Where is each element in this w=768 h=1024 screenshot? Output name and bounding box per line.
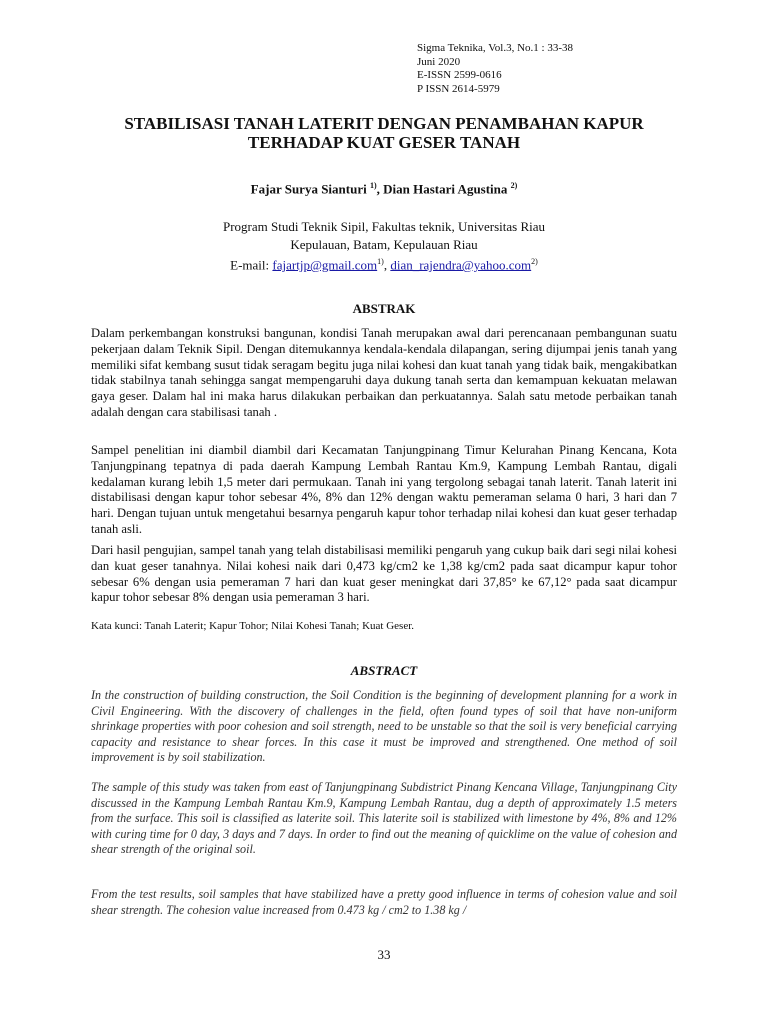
email-2-mark: 2) (531, 257, 538, 266)
journal-date: Juni 2020 (417, 55, 461, 68)
author-2-affil-mark: 2) (510, 181, 518, 190)
journal-volume: Sigma Teknika, Vol.3, No.1 : 33-38 (417, 42, 573, 54)
email-1-mark: 1) (377, 257, 384, 266)
abstract-paragraph-3: From the test results, soil samples that have stabilized have a pretty good influence in terms of cohesion value and soil shear strength. The cohesion value increased from 0.473 kg / cm2 to 1.38 kg / (91, 887, 677, 917)
page-number: 33 (377, 947, 391, 962)
abstrak-heading: ABSTRAK (352, 301, 416, 316)
email-link-1[interactable]: fajartjp@gmail.com (272, 257, 378, 273)
author-list (60, 181, 708, 197)
author-separator: , (376, 181, 384, 197)
journal-pissn: P ISSN 2614-5979 (417, 82, 500, 95)
abstract-paragraph-2: The sample of this study was taken from east of Tanjungpinang Subdistrict Pinang Kencana Village, Tanjungpinang City discussed in the Kampung Lembah Rantau Km.9, Kampung Lembah Rantau, dug a depth of approximately 1.5 meters from the surface. This soil is classified as laterite soil. This laterite soil is stabilized with limestone by 4%, 8% and 12% with curing time for 0 day, 3 days and 7 days. In order to find out the meaning of quicklime on the value of cohesion and shear strength of the original soil. (91, 780, 677, 857)
title-line-1: STABILISASI TANAH LATERIT DENGAN PENAMBAHAN KAPUR (124, 114, 644, 133)
email-separator: , (383, 257, 391, 273)
abstrak-paragraph-2: Sampel penelitian ini diambil diambil dari Kecamatan Tanjungpinang Timur Kelurahan Pinang Kencana, Kota Tanjungpinang tepatnya di pada daerah Kampung Lembah Rantau Km.9, Kampung Lembah Rantau, digali kedalaman kurang lebih 1,5 meter dari permukaan. Tanah ini yang tergolong sebagai tanah laterit. Tanah laterit ini distabilisasi dengan kapur tohor sebesar 4%, 8% dan 12% dengan waktu pemeraman selama 0 hari, 3 hari dan 7 hari. Dengan tujuan untuk mengetahui besarnya pengaruh kapur tohor terhadap nilai kohesi dan kuat geser terhadap tanah asli. (91, 443, 677, 536)
journal-eissn: E-ISSN 2599-0616 (417, 69, 502, 81)
affiliation (60, 218, 708, 274)
author-1-affil-mark: 1) (369, 181, 377, 190)
author-2-name: Dian Hastari Agustina (383, 181, 508, 197)
paper-title (60, 114, 708, 152)
author-1-name: Fajar Surya Sianturi (250, 181, 367, 197)
title-line-2: TERHADAP KUAT GESER TANAH (247, 133, 521, 152)
email-label: E-mail: (230, 257, 273, 273)
email-line (60, 253, 708, 274)
abstract-paragraph-1: In the construction of building construction, the Soil Condition is the beginning of development planning for a work in Civil Engineering. With the discovery of challenges in the field, often found types of soil that have non-uniform shrinkage properties with poor cohesion and soil strength, need to be unstable so that the soil is very beneficial carrying capacity and resistance to shear forces. In this case it must be improved and strengthened. One method of soil improvement is by soil stabilization. (91, 688, 677, 765)
abstract-heading: ABSTRACT (350, 663, 418, 678)
journal-info (417, 42, 573, 96)
email-link-2[interactable]: dian_rajendra@yahoo.com (390, 257, 532, 273)
abstrak-paragraph-1: Dalam perkembangan konstruksi bangunan, kondisi Tanah merupakan awal dari perencanaan pembangunan suatu pekerjaan dalam Teknik Sipil. Dengan ditemukannya kendala-kendala dilapangan, sering dijumpai jenis tanah yang memiliki sifat kembang susut tidak seragam begitu juga nilai kohesi dan kuat tanah yang tidak baik, mengakibatkan tidak stabilnya tanah sehingga sangat mempengaruhi daya dukung tanah serta dan kemampuan kekuatan melawan gaya geser. Dalam hal ini maka harus dilakukan perbaikan dan perkuatannya. Salah satu metode perbaikan tanah adalah dengan cara stabilisasi tanah . (91, 326, 677, 419)
abstrak-paragraph-3: Dari hasil pengujian, sampel tanah yang telah distabilisasi memiliki pengaruh yang cukup baik dari segi nilai kohesi dan kuat geser tanahnya. Nilai kohesi naik dari 0,473 kg/cm2 ke 1,38 kg/cm2 pada saat dicampur kapur tohor sebesar 6% dengan usia pemeraman 7 hari dan kuat geser meningkat dari 37,85° ke 67,12° pada saat dicampur kapur tohor sebesar 8% dengan usia pemeraman 3 hari. (91, 543, 677, 605)
keywords: Kata kunci: Tanah Laterit; Kapur Tohor; Nilai Kohesi Tanah; Kuat Geser. (91, 620, 415, 632)
affiliation-line-1: Program Studi Teknik Sipil, Fakultas teknik, Universitas Riau (222, 219, 546, 234)
affiliation-line-2: Kepulauan, Batam, Kepulauan Riau (290, 236, 478, 252)
